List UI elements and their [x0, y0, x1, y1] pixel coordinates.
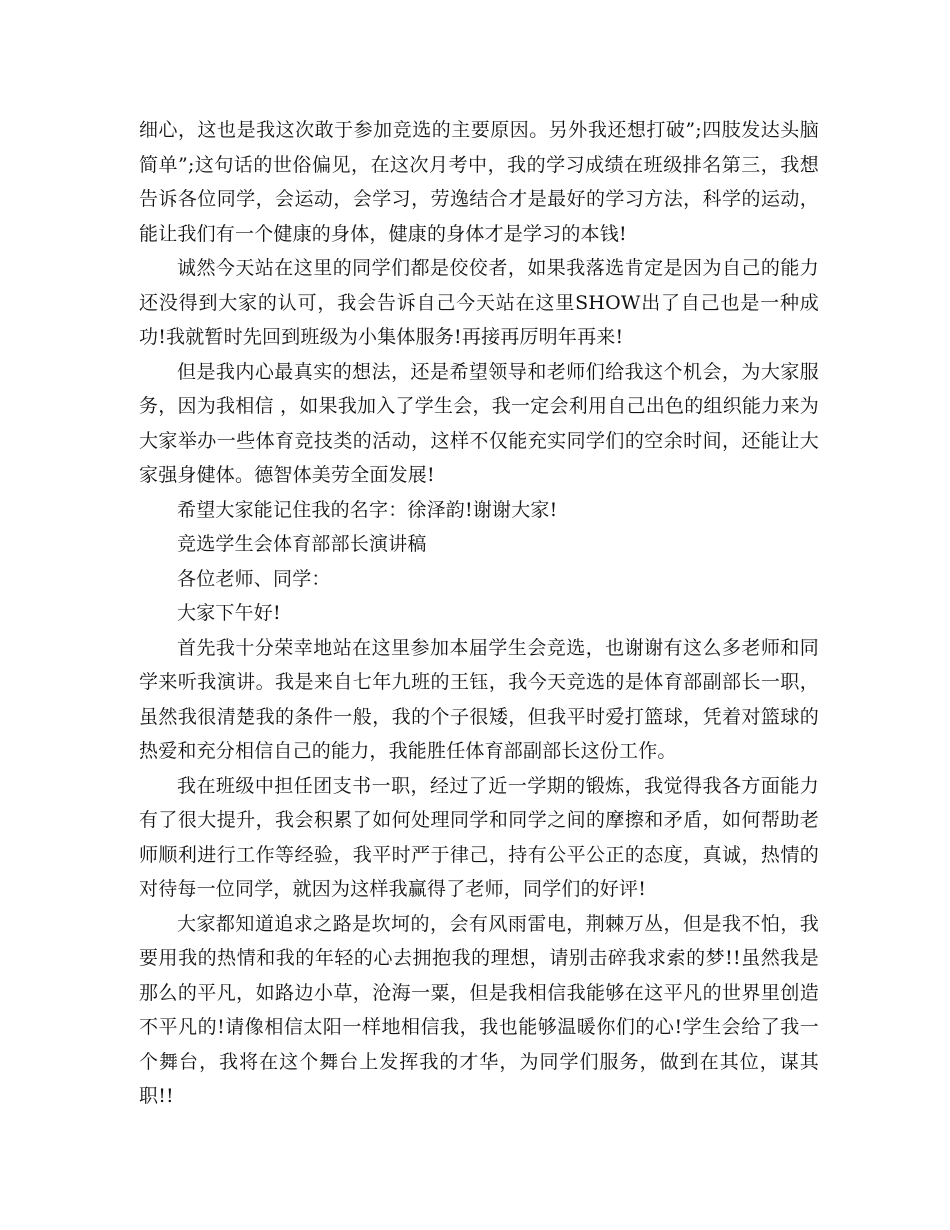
paragraph: 我在班级中担任团支书一职，经过了近一学期的锻炼，我觉得我各方面能力有了很大提升，我会积累了如何处理同学和同学之间的摩擦和矛盾，如何帮助老师顺利进行工作等经验，我平时严于律己，持有公平公正的态度，真诚，热情的对待每一位同学，就因为这样我赢得了老师，同学们的好评!	[139, 774, 819, 900]
document-body	[139, 113, 819, 1114]
paragraph-closing-thanks: 希望大家能记住我的名字：徐泽韵!谢谢大家!	[177, 498, 558, 521]
paragraph: 大家都知道追求之路是坎坷的，会有风雨雷电，荆棘万丛，但是我不怕，我要用我的热情和我的年轻的心去拥抱我的理想，请别击碎我求索的梦!!虽然我是那么的平凡，如路边小草，沧海一粟，但是我相信我能够在这平凡的世界里创造不平凡的!请像相信太阳一样地相信我，我也能够温暖你们的心!学生会给了我一个舞台，我将在这个舞台上发挥我的才华，为同学们服务，做到在其位，谋其职!!	[139, 912, 819, 1107]
paragraph-continued: 细心，这也是我这次敢于参加竞选的主要原因。另外我还想打破”;四肢发达头脑简单”;这句话的世俗偏见，在这次月考中，我的学习成绩在班级排名第三，我想告诉各位同学，会运动，会学习，劳逸结合才是最好的学习方法，科学的运动，能让我们有一个健康的身体，健康的身体才是学习的本钱!	[139, 119, 819, 245]
paragraph: 首先我十分荣幸地站在这里参加本届学生会竞选，也谢谢有这么多老师和同学来听我演讲。我是来自七年九班的王钰，我今天竞选的是体育部副部长一职，虽然我很清楚我的条件一般，我的个子很矮，但我平时爱打篮球，凭着对篮球的热爱和充分相信自己的能力，我能胜任体育部副部长这份工作。	[139, 636, 819, 762]
salutation: 各位老师、同学：	[177, 567, 331, 590]
greeting: 大家下午好!	[177, 602, 281, 624]
paragraph: 但是我内心最真实的想法，还是希望领导和老师们给我这个机会，为大家服务，因为我相信 ，如果我加入了学生会，我一定会利用自己出色的组织能力来为大家举办一些体育竞技类的活动，这样不仅能充实同学们的空余时间，还能让大家强身健体。德智体美劳全面发展!	[139, 360, 819, 486]
speech-title: 竞选学生会体育部部长演讲稿	[177, 533, 427, 555]
paragraph: 诚然今天站在这里的同学们都是佼佼者，如果我落选肯定是因为自己的能力还没得到大家的认可，我会告诉自己今天站在这里SHOW出了自己也是一种成功!我就暂时先回到班级为小集体服务!再接再厉明年再来!	[139, 257, 819, 348]
